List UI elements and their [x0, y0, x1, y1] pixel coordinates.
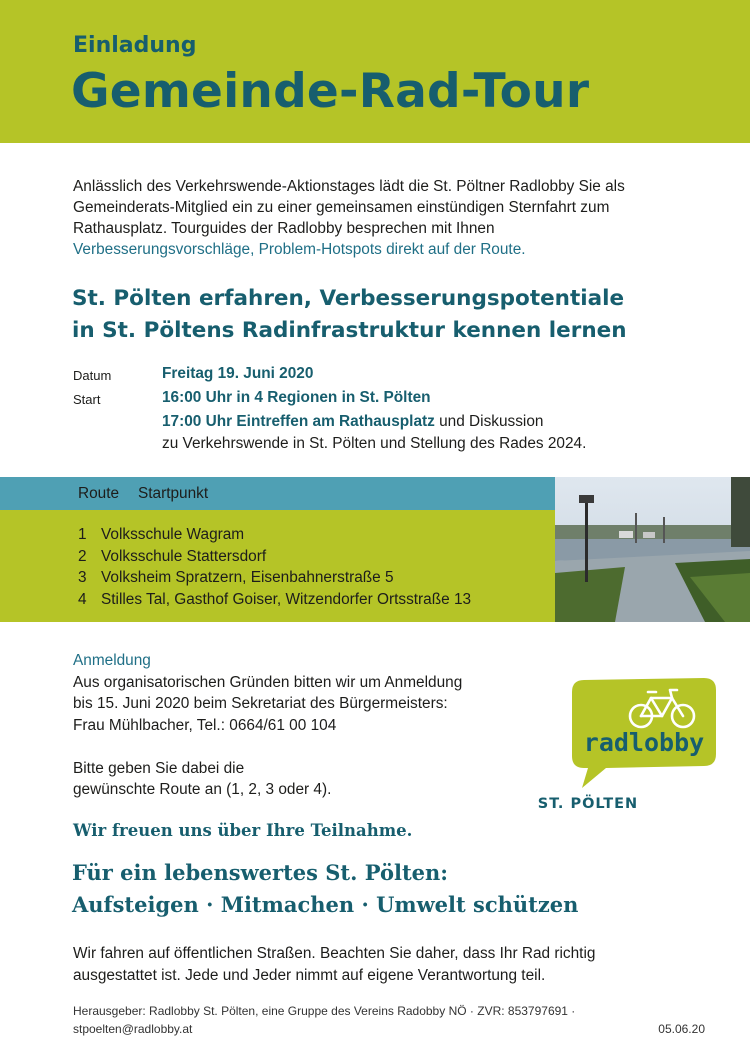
intro-text: Anlässlich des Verkehrswende-Aktionstages lädt die St. Pöltner Radlobby Sie als Gemeinderats-Mitglied ein zu einer gemeinsamen einstündigen Sternfahrt zum Rathausplatz. Tourguides der Radlobby besprechen mit Ihnen — [73, 178, 625, 237]
footer-date: 05.06.20 — [658, 1022, 705, 1036]
page-title: Gemeinde-Rad-Tour — [71, 64, 590, 119]
slogan — [72, 857, 578, 921]
registration-line-5: gewünschte Route an (1, 2, 3 oder 4). — [73, 781, 332, 798]
route-column-header: Route — [78, 485, 120, 502]
routes-table-header — [0, 477, 555, 510]
start-value: 16:00 Uhr in 4 Regionen in St. Pölten — [162, 389, 431, 406]
route-number: 3 — [78, 569, 87, 586]
route-number: 2 — [78, 547, 87, 565]
logo-city: ST. PÖLTEN — [537, 796, 639, 812]
street-photo-illustration — [555, 477, 750, 622]
route-item — [78, 546, 471, 568]
startpoint-column-header: Startpunkt — [138, 485, 209, 502]
subtitle — [72, 283, 712, 347]
arrival-line-2: zu Verkehrswende in St. Pölten und Stellung des Rades 2024. — [162, 435, 587, 452]
route-item — [78, 589, 471, 611]
intro-highlight: Verbesserungsvorschläge, Problem-Hotspots direkt auf der Route. — [73, 241, 526, 258]
routes-list — [78, 524, 471, 610]
radlobby-logo — [520, 672, 730, 812]
start-row — [73, 387, 586, 411]
route-number: 1 — [78, 526, 87, 543]
header-banner — [0, 0, 750, 143]
registration-section — [73, 650, 543, 801]
date-value: Freitag 19. Juni 2020 — [162, 365, 314, 382]
registration-heading: Anmeldung — [73, 652, 151, 669]
registration-line-1: Aus organisatorischen Gründen bitten wir um Anmeldung — [73, 673, 463, 691]
route-name: Volksschule Stattersdorf — [101, 547, 267, 565]
arrival-row-2 — [73, 433, 586, 455]
street-photo — [555, 477, 750, 622]
logo-wordmark: radlobby — [583, 728, 705, 757]
date-label: Datum — [73, 368, 112, 383]
arrival-row — [73, 411, 586, 433]
registration-line-3: Frau Mühlbacher, Tel.: 0664/61 00 104 — [73, 716, 337, 734]
thanks-line: Wir freuen uns über Ihre Teilnahme. — [73, 821, 413, 840]
footer-email: stpoelten@radlobby.at — [73, 1022, 193, 1036]
slogan-line-1: Für ein lebenswertes St. Pölten: — [72, 860, 449, 885]
footer-line-1: Herausgeber: Radlobby St. Pölten, eine Gruppe des Vereins Radobby NÖ · ZVR: 853797691 · — [73, 1004, 576, 1018]
subtitle-line-2: in St. Pöltens Radinfrastruktur kennen lernen — [72, 318, 627, 343]
route-number: 4 — [78, 590, 87, 608]
event-details — [73, 363, 586, 455]
arrival-value: 17:00 Uhr Eintreffen am Rathausplatz — [162, 413, 435, 430]
slogan-line-2: Aufsteigen · Mitmachen · Umwelt schützen — [72, 892, 579, 917]
intro-paragraph — [73, 176, 693, 260]
route-name: Stilles Tal, Gasthof Goiser, Witzendorfer Ortsstraße 13 — [101, 590, 472, 608]
safety-notice — [73, 943, 713, 986]
route-item — [78, 524, 471, 546]
footer-imprint — [73, 1002, 633, 1038]
notice-line-1: Wir fahren auf öffentlichen Straßen. Beachten Sie daher, dass Ihr Rad richtig — [73, 945, 596, 962]
date-row — [73, 363, 586, 387]
route-name: Volksheim Spratzern, Eisenbahnerstraße 5 — [101, 569, 394, 586]
registration-line-2: bis 15. Juni 2020 beim Sekretariat des Bürgermeisters: — [73, 695, 448, 712]
route-name: Volksschule Wagram — [101, 526, 245, 543]
arrival-rest: und Diskussion — [434, 413, 544, 430]
registration-line-4: Bitte geben Sie dabei die — [73, 759, 245, 777]
route-item — [78, 567, 471, 589]
notice-line-2: ausgestattet ist. Jede und Jeder nimmt auf eigene Verantwortung teil. — [73, 966, 546, 984]
kicker: Einladung — [73, 33, 197, 58]
subtitle-line-1: St. Pölten erfahren, Verbesserungspotentiale — [72, 286, 625, 311]
start-label: Start — [73, 392, 101, 407]
